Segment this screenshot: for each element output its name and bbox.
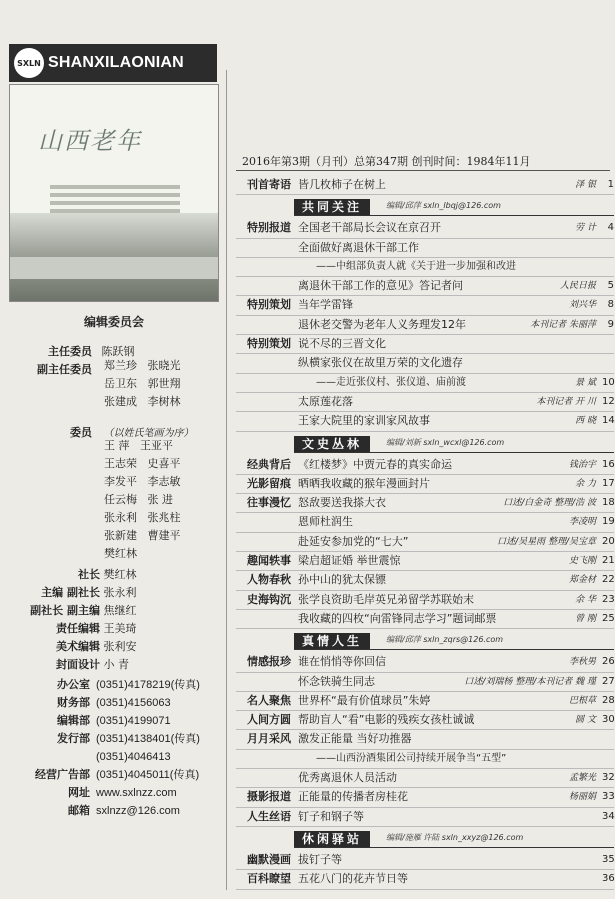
toc-title: 赴延安参加党的“七大” (298, 534, 409, 548)
contact-value: (0351)4156063 (96, 697, 171, 709)
toc-title: 拔钉子等 (298, 852, 342, 866)
toc-author: 人民日报 (559, 281, 596, 292)
toc-entry[interactable] (236, 533, 614, 552)
toc-column: 趣闻轶事 (247, 554, 291, 568)
staff-name: 张利安 (103, 640, 137, 653)
toc-entry[interactable] (236, 393, 614, 412)
toc-entry[interactable] (236, 571, 614, 590)
chair-name: 陈跃钢 (101, 345, 135, 358)
toc-title: 世界杯“最有价值球员”朱婷 (298, 693, 431, 707)
toc-entry[interactable] (236, 296, 614, 315)
section-editor: 编辑/邱萍 sxln_lbqj@126.com (386, 201, 501, 211)
toc-author: 李凌明 (568, 517, 596, 528)
toc-column: 名人聚焦 (247, 693, 291, 707)
toc-title: 谁在悄悄等你回信 (298, 655, 386, 669)
staff-name: 张永利 (103, 586, 137, 599)
toc-entry[interactable] (236, 851, 614, 870)
toc-column: 特别策划 (247, 337, 291, 351)
toc-entry[interactable] (236, 788, 614, 807)
contact-label: 办公室 (57, 678, 90, 691)
website-link[interactable]: www.sxlnzz.com (96, 787, 177, 799)
contact-label: 编辑部 (57, 714, 90, 727)
toc-entry[interactable] (236, 335, 614, 354)
toc-title: 怀念铁骑生同志 (298, 674, 375, 688)
contact-label: 发行部 (57, 732, 90, 745)
staff-role: 社长 (78, 568, 100, 581)
toc-entry[interactable] (236, 475, 614, 494)
toc-column: 情感报珍 (247, 655, 291, 669)
contact-website (44, 784, 177, 802)
toc-author: 史飞刚 (568, 556, 596, 567)
section-header (236, 197, 614, 217)
members-note: （以姓氏笔画为序） (103, 428, 194, 439)
section-rule (294, 847, 614, 848)
staff-role: 美术编辑 (56, 640, 100, 653)
toc-title: ——走近张仪村、张仪道、庙前渡 (316, 376, 466, 388)
member-name: 张兆柱 (147, 511, 181, 524)
toc-entry[interactable] (236, 870, 614, 889)
member-name: 张永利 (104, 511, 137, 524)
staff-role: 封面设计 (56, 658, 100, 671)
toc-author: 巴根草 (568, 695, 596, 706)
section-title: 真情人生 (294, 633, 370, 649)
contact-distribution-2 (44, 748, 171, 766)
toc-entry[interactable] (236, 239, 614, 258)
toc-entry[interactable] (236, 513, 614, 532)
toc-title: 《红楼梦》中贾元春的真实命运 (298, 457, 452, 471)
toc-page: 28 (602, 694, 615, 706)
toc-column: 摄影报道 (247, 790, 291, 804)
header-rule (236, 170, 610, 171)
toc-column: 人物春秋 (247, 573, 291, 587)
contact-value: (0351)4045011(传真) (96, 769, 200, 781)
vice-label: 副主任委员 (37, 363, 92, 376)
contact-advertising (18, 766, 199, 784)
toc-entry[interactable] (236, 730, 614, 749)
toc-author: 孟繁光 (568, 773, 596, 784)
toc-entry[interactable] (236, 258, 614, 277)
toc-column: 人生丝语 (247, 809, 291, 823)
contact-editorial (44, 712, 171, 730)
toc-entry[interactable] (236, 591, 614, 610)
brand-name: SHANXILAONIAN (48, 54, 184, 71)
toc-author: 圆 文 (575, 715, 596, 726)
member-name: 李发平 (104, 475, 137, 488)
contact-value: (0351)4138401(传真) (96, 733, 200, 745)
toc-column: 人间方圆 (247, 713, 291, 727)
toc-column: 幽默漫画 (247, 852, 291, 866)
toc-entry[interactable] (236, 456, 614, 475)
members-label: 委员 (70, 426, 92, 439)
members-list (104, 437, 214, 563)
staff-name: 小 青 (103, 658, 129, 671)
toc-page: 16 (602, 458, 615, 470)
toc-column: 特别策划 (247, 298, 291, 312)
member-name: 曹建平 (147, 529, 181, 542)
toc-author: 曾 刚 (575, 613, 596, 624)
toc-title: 王家大院里的家训家风故事 (298, 414, 430, 428)
toc-author: 余 华 (575, 594, 596, 605)
toc-title: 怒敌要送我搽大衣 (298, 496, 386, 510)
toc-title: 孙中山的犹太保镖 (298, 573, 386, 587)
toc-page: 20 (602, 535, 615, 547)
section-title: 共同关注 (294, 199, 370, 215)
toc-title: ——山西汾酒集团公司持续开展争当“五型” (316, 752, 507, 764)
toc-entry[interactable] (236, 277, 614, 296)
toc-title: 帮助盲人“看”电影的残疾女孩杜诚诚 (298, 713, 475, 727)
toc-entry[interactable] (236, 219, 614, 238)
board-title: 编辑委员会 (83, 315, 144, 329)
vice-name: 岳卫东 (104, 377, 137, 390)
staff-name: 焦继红 (103, 604, 137, 617)
member-name: 王 萍 (104, 439, 130, 452)
toc-entry[interactable] (236, 711, 614, 730)
contact-distribution (44, 730, 200, 748)
toc-author: 口述/白金奇 整理/浩 波 (503, 498, 596, 509)
toc-entry[interactable] (236, 316, 614, 335)
toc-title: ——中组部负责人就《关于进一步加强和改进 (316, 260, 516, 272)
toc-title: 钉子和钢子等 (298, 809, 364, 823)
contact-office (44, 676, 200, 694)
staff-name: 樊红林 (103, 568, 137, 581)
toc-title: 五花八门的花卉节日等 (298, 872, 408, 886)
toc-entry[interactable] (236, 750, 614, 769)
toc-entry[interactable] (236, 354, 614, 373)
toc-page: 17 (602, 477, 615, 489)
toc-author: 劳 计 (575, 223, 596, 234)
section-editor: 编辑/施雁 许陆 sxln_xxyz@126.com (386, 832, 524, 842)
toc-author: 杨丽娟 (568, 792, 596, 803)
toc-author: 泽 银 (575, 180, 596, 190)
column-divider (226, 70, 227, 890)
toc-page: 8 (607, 299, 614, 311)
toc-page: 23 (602, 593, 615, 605)
toc-column: 经典背后 (247, 457, 291, 471)
toc-page: 33 (602, 791, 615, 803)
toc-page: 21 (602, 555, 615, 567)
toc-page: 35 (602, 853, 615, 865)
vice-name: 张晓光 (147, 359, 181, 372)
member-name: 史喜平 (147, 457, 181, 470)
staff-role: 主编 副社长 (41, 586, 100, 599)
chair-label: 主任委员 (48, 345, 92, 358)
toc-title: 退休老交警为老年人义务理发12年 (298, 317, 466, 331)
section-header (236, 434, 614, 454)
toc-page: 14 (602, 415, 615, 427)
member-name: 樊红林 (104, 547, 137, 560)
contact-value: (0351)4178219(传真) (96, 679, 200, 691)
toc-column: 特别报道 (247, 221, 291, 235)
toc-title: 恩师杜润生 (298, 515, 353, 529)
contact-email (44, 802, 180, 820)
contact-label: 经营广告部 (35, 768, 90, 781)
magazine-logo-icon: SXLN (14, 48, 44, 78)
contact-value: (0351)4199071 (96, 715, 171, 727)
toc-entry[interactable] (236, 412, 614, 431)
toc-title: 皆几枚柿子在树上 (298, 178, 386, 191)
toc-column: 光影留痕 (247, 476, 291, 490)
vice-name: 郭世翔 (147, 377, 181, 390)
cover-title: 山西老年 (38, 127, 142, 155)
cover-thumbnail (9, 84, 219, 302)
contact-finance (44, 694, 171, 712)
toc-author: 余 力 (575, 478, 596, 489)
toc-title: 全面做好离退休干部工作 (298, 240, 419, 254)
toc-title: 张学良资助毛岸英兄弟留学苏联始末 (298, 592, 474, 606)
staff-role: 副社长 副主编 (30, 604, 100, 617)
toc-page: 25 (602, 612, 615, 624)
toc-title: 太原莲花落 (298, 394, 353, 408)
toc-entry[interactable] (236, 653, 614, 672)
staff-list (4, 566, 204, 674)
issue-info: 2016年第3期（月刊）总第347期 创刊时间：1984年11月 (242, 155, 531, 168)
board-vice-label-row (20, 361, 92, 377)
contact-value: (0351)4046413 (96, 751, 171, 763)
toc-author: 本刊记者 开 川 (536, 396, 596, 407)
toc-title: 梁启超证婚 举世震惊 (298, 554, 401, 568)
section-rule (294, 215, 614, 216)
toc-column: 史海钩沉 (247, 592, 291, 606)
toc-page: 1 (607, 179, 614, 190)
table-of-contents (236, 176, 614, 890)
staff-role: 责任编辑 (56, 622, 100, 635)
toc-title: 晒晒我收藏的猴年漫画封片 (298, 476, 430, 490)
toc-author: 口述/刘瑞杨 整理/本刊记者 魏 瑾 (464, 676, 596, 687)
toc-author: 郑金材 (568, 575, 596, 586)
toc-entry[interactable] (236, 692, 614, 711)
toc-title: 纵横家张仪在故里万荣的文化遗存 (298, 356, 463, 370)
toc-page: 4 (607, 222, 614, 234)
toc-column: 往事漫忆 (247, 496, 291, 510)
toc-author: 本刊记者 朱丽萍 (530, 319, 596, 330)
toc-entry[interactable] (236, 673, 614, 692)
member-name: 张 进 (147, 493, 173, 506)
toc-page: 32 (602, 772, 615, 784)
staff-name: 王美琦 (103, 622, 137, 635)
toc-author: 钱治宇 (568, 459, 596, 470)
toc-author: 西 晓 (575, 416, 596, 427)
masthead-panel (0, 0, 228, 899)
toc-page: 34 (602, 810, 615, 822)
toc-entry[interactable] (236, 374, 614, 393)
toc-title: 说不尽的三晋文化 (298, 337, 386, 351)
email-link[interactable]: sxlnzz@126.com (96, 805, 180, 817)
toc-author: 景 斌 (575, 377, 596, 388)
toc-page: 22 (602, 574, 615, 586)
toc-page: 9 (607, 318, 614, 330)
toc-page: 36 (602, 873, 615, 885)
toc-title: 当年学雷锋 (298, 298, 353, 312)
toc-page: 27 (602, 675, 615, 687)
toc-title: 离退休干部工作的意见》答记者问 (298, 279, 463, 293)
member-name: 王志荣 (104, 457, 137, 470)
toc-author: 刘兴华 (568, 300, 596, 311)
cover-lake-image (10, 257, 218, 279)
toc-column: 月月采风 (247, 732, 291, 746)
toc-title: 优秀离退休人员活动 (298, 771, 397, 785)
toc-entry[interactable] (236, 610, 614, 629)
toc-entry[interactable] (236, 808, 614, 827)
toc-title: 正能量的传播者房桂花 (298, 790, 408, 804)
member-name: 王亚平 (140, 439, 173, 452)
toc-author: 李秋男 (568, 657, 596, 668)
section-rule (294, 649, 614, 650)
toc-column: 刊首寄语 (247, 178, 291, 191)
section-header (236, 631, 614, 651)
toc-title: 我收藏的四枚“向雷锋同志学习”题词邮票 (298, 611, 497, 625)
contact-label: 财务部 (57, 696, 90, 709)
toc-title: 激发正能量 当好功推器 (298, 732, 412, 746)
toc-page: 5 (607, 280, 614, 292)
toc-page: 18 (602, 497, 615, 509)
section-editor: 编辑/刘新 sxln_wcxl@126.com (386, 437, 505, 447)
member-name: 任云梅 (104, 493, 137, 506)
toc-page: 19 (602, 516, 615, 528)
member-name: 张新建 (104, 529, 137, 542)
vice-name: 李树林 (147, 395, 181, 408)
section-editor: 编辑/邱萍 sxln_zqrs@126.com (386, 635, 504, 645)
brand-bar (9, 44, 217, 82)
vice-name: 张建成 (104, 395, 137, 408)
section-title: 休闲驿站 (294, 831, 370, 847)
toc-page: 10 (602, 376, 615, 388)
member-name: 李志敏 (147, 475, 181, 488)
toc-entry[interactable] (236, 494, 614, 513)
section-header (236, 829, 614, 849)
toc-title: 全国老干部局长会议在京召开 (298, 221, 441, 235)
section-title: 文史丛林 (294, 436, 370, 452)
contact-label: 邮箱 (68, 804, 90, 817)
toc-page: 26 (602, 656, 615, 668)
toc-entry[interactable] (236, 176, 614, 195)
toc-column: 百科瞭望 (247, 872, 291, 886)
toc-entry[interactable] (236, 769, 614, 788)
contact-label: 网址 (68, 786, 90, 799)
vice-chair-list (104, 357, 204, 411)
toc-page: 30 (602, 714, 615, 726)
toc-author: 口述/吴星雨 整理/吴宝章 (497, 536, 596, 547)
vice-name: 郑兰珍 (104, 359, 137, 372)
toc-page: 12 (602, 395, 615, 407)
toc-entry[interactable] (236, 552, 614, 571)
section-rule (294, 452, 614, 453)
